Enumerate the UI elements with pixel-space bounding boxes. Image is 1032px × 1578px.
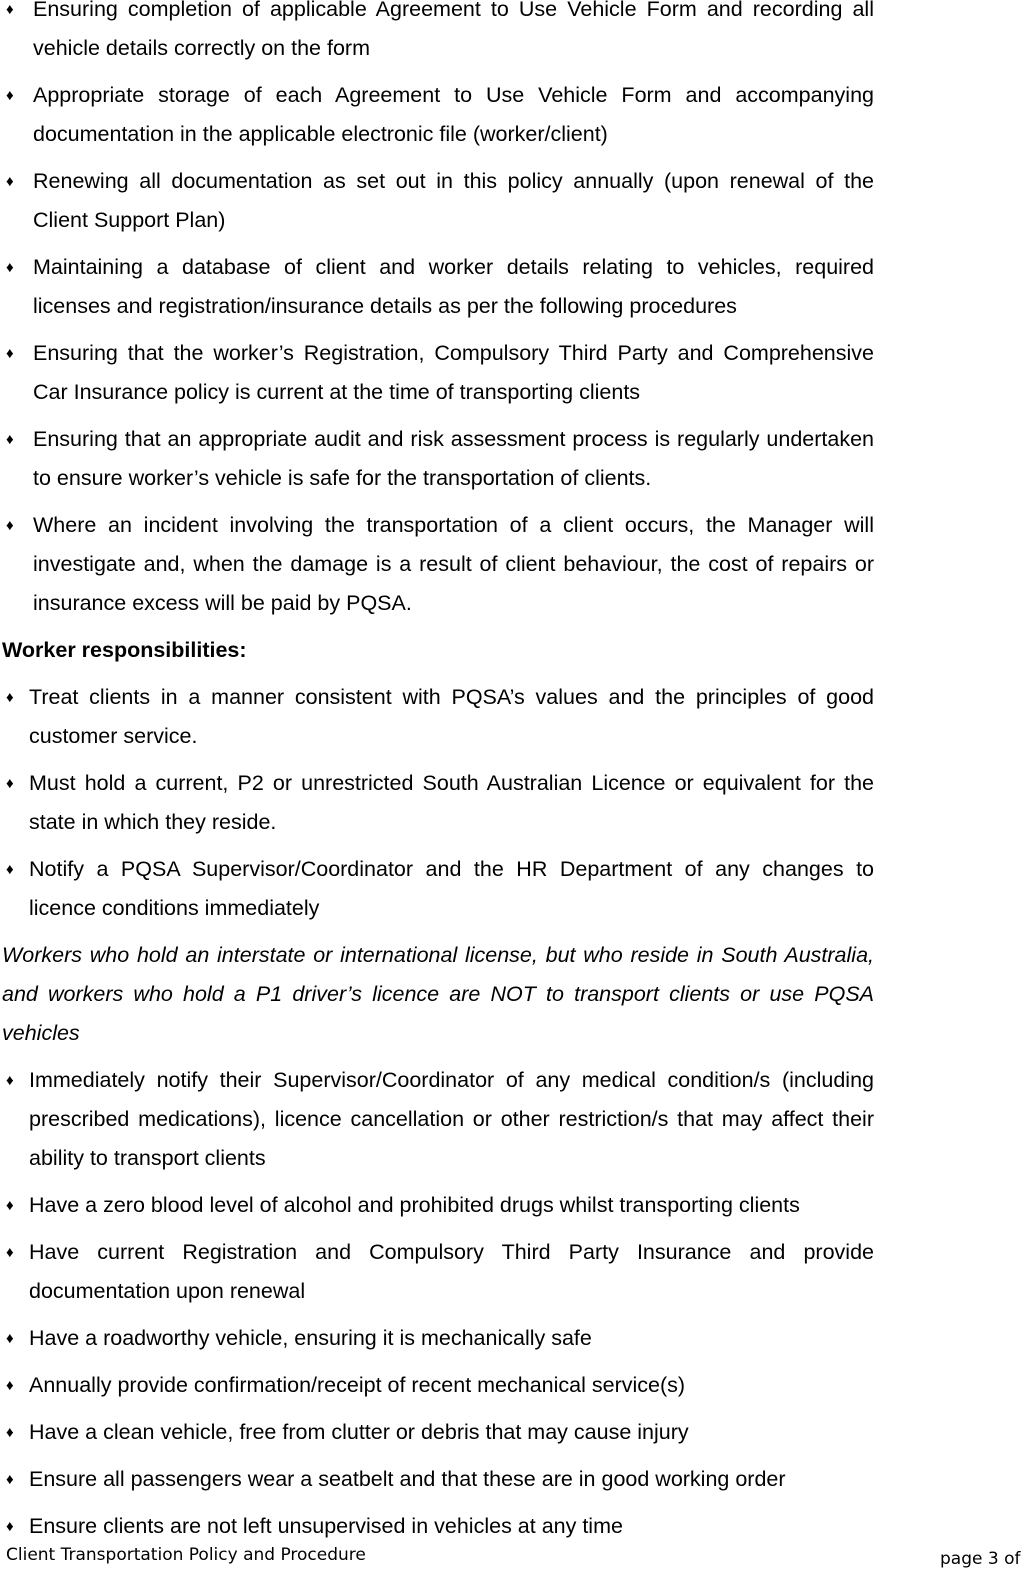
worker-responsibilities-heading: Worker responsibilities:	[2, 638, 247, 662]
diamond-bullet-icon: ♦	[6, 259, 14, 276]
list-item: ♦ Maintaining a database of client and worker details relating to vehicles, required licenses and registration/insurance details as per the following procedures	[0, 248, 874, 326]
list-item: ♦ Notify a PQSA Supervisor/Coordinator and the HR Department of any changes to licence conditions immediately	[0, 850, 874, 928]
diamond-bullet-icon: ♦	[6, 517, 14, 534]
diamond-bullet-icon: ♦	[6, 1, 14, 18]
list-item: ♦ Immediately notify their Supervisor/Coordinator of any medical condition/s (including prescribed medications), licence cancellation or other restriction/s that may affect their ability to transport clients	[0, 1061, 874, 1178]
list-item: ♦ Ensure clients are not left unsupervised in vehicles at any time	[0, 1507, 874, 1546]
list-item: ♦ Where an incident involving the transportation of a client occurs, the Manager will investigate and, when the damage is a result of client behaviour, the cost of repairs or insurance excess will be paid by PQSA.	[0, 506, 874, 623]
list-item: ♦ Must hold a current, P2 or unrestricted South Australian Licence or equivalent for the state in which they reside.	[0, 764, 874, 842]
manager-responsibilities-list	[0, 0, 874, 623]
diamond-bullet-icon: ♦	[6, 87, 14, 104]
list-item: ♦ Ensure all passengers wear a seatbelt and that these are in good working order	[0, 1460, 874, 1499]
list-item: ♦ Annually provide confirmation/receipt of recent mechanical service(s)	[0, 1366, 874, 1405]
diamond-bullet-icon: ♦	[6, 1424, 14, 1441]
licence-restriction-note: Workers who hold an interstate or international license, but who reside in South Australia, and workers who hold a P1 driver’s licence are NOT to transport clients or use PQSA vehicles	[2, 943, 874, 1045]
diamond-bullet-icon: ♦	[6, 1377, 14, 1394]
list-item: ♦ Have current Registration and Compulsory Third Party Insurance and provide documentation upon renewal	[0, 1233, 874, 1311]
diamond-bullet-icon: ♦	[6, 1330, 14, 1347]
diamond-bullet-icon: ♦	[6, 1518, 14, 1535]
diamond-bullet-icon: ♦	[6, 431, 14, 448]
list-item: ♦ Ensuring completion of applicable Agreement to Use Vehicle Form and recording all vehicle details correctly on the form	[0, 0, 874, 68]
diamond-bullet-icon: ♦	[6, 861, 14, 878]
worker-responsibilities-list-a	[0, 678, 874, 928]
list-item: ♦ Ensuring that the worker’s Registration, Compulsory Third Party and Comprehensive Car Insurance policy is current at the time of transporting clients	[0, 334, 874, 412]
list-item: ♦ Appropriate storage of each Agreement to Use Vehicle Form and accompanying documentation in the applicable electronic file (worker/client)	[0, 76, 874, 154]
diamond-bullet-icon: ♦	[6, 775, 14, 792]
list-item: ♦ Renewing all documentation as set out in this policy annually (upon renewal of the Client Support Plan)	[0, 162, 874, 240]
list-item: ♦ Ensuring that an appropriate audit and risk assessment process is regularly undertaken to ensure worker’s vehicle is safe for the transportation of clients.	[0, 420, 874, 498]
diamond-bullet-icon: ♦	[6, 1244, 14, 1261]
list-item: ♦ Have a zero blood level of alcohol and prohibited drugs whilst transporting clients	[0, 1186, 874, 1225]
worker-responsibilities-list-b	[0, 1061, 874, 1546]
list-item: ♦ Have a clean vehicle, free from clutter or debris that may cause injury	[0, 1413, 874, 1452]
diamond-bullet-icon: ♦	[6, 345, 14, 362]
diamond-bullet-icon: ♦	[6, 689, 14, 706]
footer-document-title: Client Transportation Policy and Procedure	[6, 1545, 366, 1565]
diamond-bullet-icon: ♦	[6, 1197, 14, 1214]
diamond-bullet-icon: ♦	[6, 173, 14, 190]
footer-page-number: page 3 of	[940, 1549, 1021, 1569]
list-item: ♦ Treat clients in a manner consistent with PQSA’s values and the principles of good customer service.	[0, 678, 874, 756]
diamond-bullet-icon: ♦	[6, 1072, 14, 1089]
diamond-bullet-icon: ♦	[6, 1471, 14, 1488]
list-item: ♦ Have a roadworthy vehicle, ensuring it is mechanically safe	[0, 1319, 874, 1358]
